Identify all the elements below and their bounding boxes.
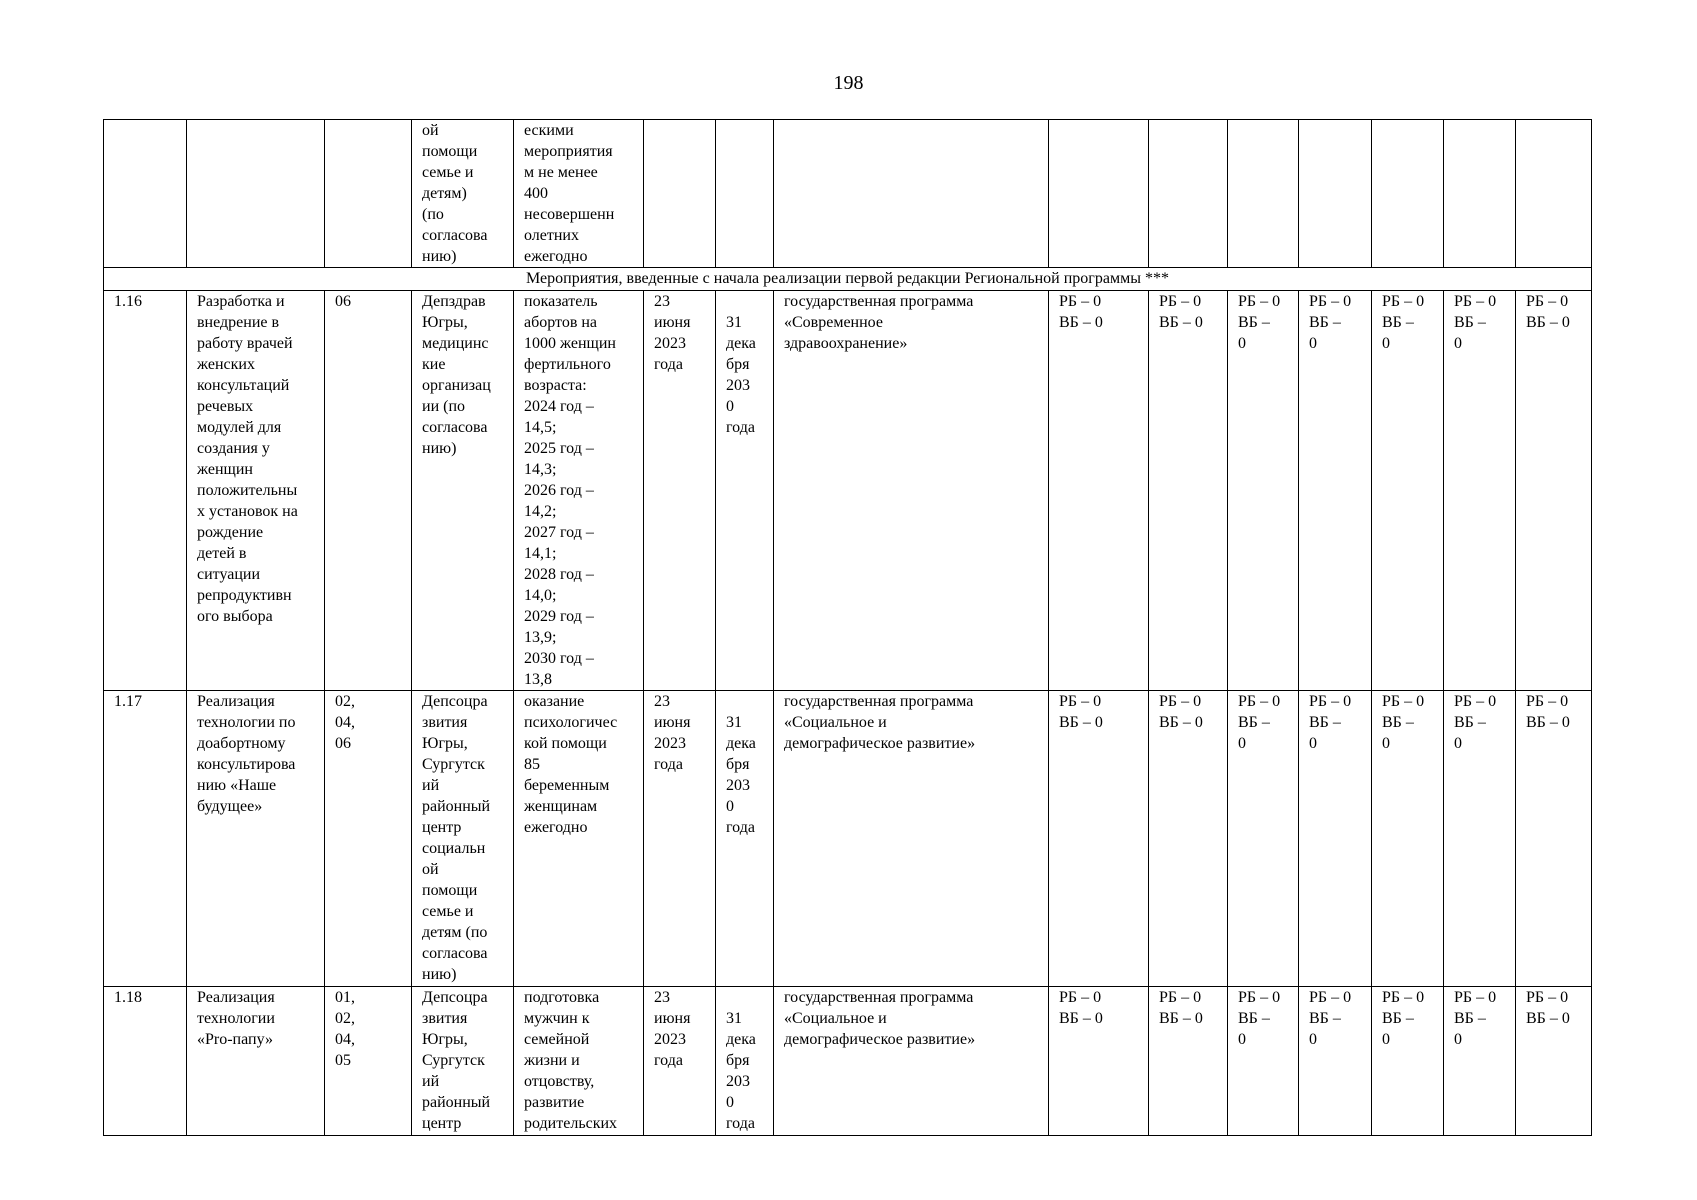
cell-start-date: 23 июня 2023 года — [644, 987, 716, 1136]
cell-funding-2027: РБ – 0 ВБ – 0 — [1299, 987, 1372, 1136]
cell-end-date: 31 дека бря 203 0 года — [716, 987, 774, 1136]
cell-item-number: 1.16 — [104, 291, 187, 691]
cell-responsible: Депсоцра звития Югры, Сургутск ий районный центр — [412, 987, 514, 1136]
cell-item-number — [104, 120, 187, 268]
table-row — [104, 691, 1592, 987]
table-row — [104, 987, 1592, 1136]
cell-funding-2028: РБ – 0 ВБ – 0 — [1372, 691, 1444, 987]
cell-responsible: Депсоцра звития Югры, Сургутск ий районный центр социальн ой помощи семье и детям (по согласова нию) — [412, 691, 514, 987]
cell-funding-2027: РБ – 0 ВБ – 0 — [1299, 691, 1372, 987]
cell-funding-2027 — [1299, 120, 1372, 268]
cell-funding-2028: РБ – 0 ВБ – 0 — [1372, 987, 1444, 1136]
cell-state-program — [774, 120, 1049, 268]
table-row — [104, 120, 1592, 268]
cell-responsible: Депздрав Югры, медицинс кие организац ии (по согласова нию) — [412, 291, 514, 691]
cell-activity-name: Разработка и внедрение в работу врачей женских консультаций речевых модулей для создания у женщин положительны х установок на рождение детей в ситуации репродуктивн ого выбора — [187, 291, 325, 691]
cell-funding-2028 — [1372, 120, 1444, 268]
cell-funding-2024: РБ – 0 ВБ – 0 — [1049, 987, 1149, 1136]
cell-activity-name — [187, 120, 325, 268]
cell-state-program: государственная программа «Современное здравоохранение» — [774, 291, 1049, 691]
cell-funding-2028: РБ – 0 ВБ – 0 — [1372, 291, 1444, 691]
cell-activity-name: Реализация технологии «Pro-папу» — [187, 987, 325, 1136]
cell-funding-2024: РБ – 0 ВБ – 0 — [1049, 691, 1149, 987]
cell-responsible: ой помощи семье и детям) (по согласова нию) — [412, 120, 514, 268]
cell-item-number: 1.17 — [104, 691, 187, 987]
cell-start-date: 23 июня 2023 года — [644, 691, 716, 987]
cell-task-code: 02, 04, 06 — [325, 691, 412, 987]
cell-funding-2025: РБ – 0 ВБ – 0 — [1149, 291, 1228, 691]
cell-state-program: государственная программа «Социальное и демографическое развитие» — [774, 987, 1049, 1136]
cell-funding-2026: РБ – 0 ВБ – 0 — [1228, 691, 1299, 987]
cell-result-indicator: подготовка мужчин к семейной жизни и отцовству, развитие родительских — [514, 987, 644, 1136]
cell-task-code: 06 — [325, 291, 412, 691]
cell-state-program: государственная программа «Социальное и демографическое развитие» — [774, 691, 1049, 987]
cell-task-code — [325, 120, 412, 268]
table-row — [104, 291, 1592, 691]
cell-funding-2029: РБ – 0 ВБ – 0 — [1444, 987, 1516, 1136]
cell-funding-2029 — [1444, 120, 1516, 268]
cell-start-date: 23 июня 2023 года — [644, 291, 716, 691]
cell-activity-name: Реализация технологии по доабортному консультирова нию «Наше будущее» — [187, 691, 325, 987]
cell-funding-2030: РБ – 0 ВБ – 0 — [1516, 291, 1592, 691]
cell-result-indicator: оказание психологичес кой помощи 85 беременным женщинам ежегодно — [514, 691, 644, 987]
cell-result-indicator: ескими мероприятия м не менее 400 несовершенн олетних ежегодно — [514, 120, 644, 268]
page-number: 198 — [833, 72, 864, 94]
cell-end-date: 31 дека бря 203 0 года — [716, 691, 774, 987]
cell-funding-2026 — [1228, 120, 1299, 268]
cell-result-indicator: показатель абортов на 1000 женщин фертильного возраста: 2024 год – 14,5; 2025 год – 14,3; 2026 год – 14,2; 2027 год – 14,1; 2028 год – 14,0; 2029 год – 13,9; 2030 год – 13,8 — [514, 291, 644, 691]
cell-funding-2025: РБ – 0 ВБ – 0 — [1149, 691, 1228, 987]
cell-task-code: 01, 02, 04, 05 — [325, 987, 412, 1136]
cell-funding-2027: РБ – 0 ВБ – 0 — [1299, 291, 1372, 691]
program-table — [103, 119, 1592, 1136]
section-header: Мероприятия, введенные с начала реализации первой редакции Региональной программы *** — [104, 268, 1592, 291]
section-header-row — [104, 268, 1592, 291]
cell-funding-2026: РБ – 0 ВБ – 0 — [1228, 987, 1299, 1136]
cell-funding-2025: РБ – 0 ВБ – 0 — [1149, 987, 1228, 1136]
cell-end-date: 31 дека бря 203 0 года — [716, 291, 774, 691]
cell-item-number: 1.18 — [104, 987, 187, 1136]
cell-funding-2024 — [1049, 120, 1149, 268]
cell-start-date — [644, 120, 716, 268]
cell-funding-2030: РБ – 0 ВБ – 0 — [1516, 691, 1592, 987]
cell-funding-2026: РБ – 0 ВБ – 0 — [1228, 291, 1299, 691]
cell-funding-2030 — [1516, 120, 1592, 268]
cell-funding-2030: РБ – 0 ВБ – 0 — [1516, 987, 1592, 1136]
cell-funding-2029: РБ – 0 ВБ – 0 — [1444, 291, 1516, 691]
cell-funding-2024: РБ – 0 ВБ – 0 — [1049, 291, 1149, 691]
cell-end-date — [716, 120, 774, 268]
cell-funding-2029: РБ – 0 ВБ – 0 — [1444, 691, 1516, 987]
cell-funding-2025 — [1149, 120, 1228, 268]
